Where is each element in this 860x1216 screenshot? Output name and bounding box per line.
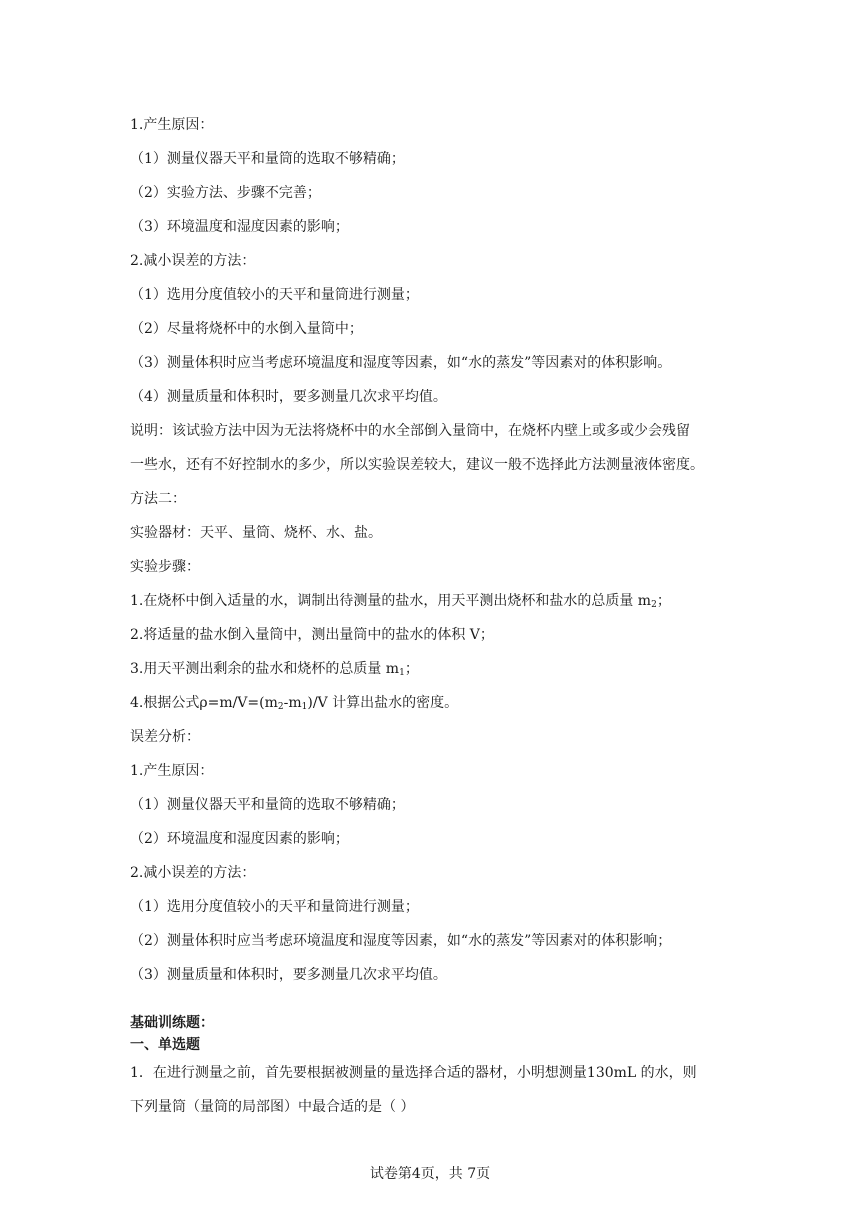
document-body bbox=[130, 108, 740, 1124]
text-line: （2）测量体积时应当考虑环境温度和湿度等因素，如“水的蒸发”等因素对的体积影响； bbox=[130, 933, 672, 949]
text-line: 方法二： bbox=[130, 491, 186, 507]
page-footer: 试卷第4页，共 7页 bbox=[369, 1166, 491, 1182]
step-1: 1.在烧杯中倒入适量的水，调制出待测量的盐水，用天平测出烧杯和盐水的总质量 $m_2$； bbox=[130, 593, 671, 610]
spacer bbox=[130, 992, 740, 1012]
step-2: 2.将适量的盐水倒入量筒中，测出量筒中的盐水的体积 V； bbox=[130, 627, 494, 643]
text-line: （1）选用分度值较小的天平和量筒进行测量； bbox=[130, 899, 419, 915]
text-line: 1.产生原因： bbox=[130, 117, 214, 133]
step-3: 3.用天平测出剩余的盐水和烧杯的总质量 $m_1$； bbox=[130, 661, 419, 678]
section-title: 基础训练题： bbox=[130, 1015, 214, 1031]
text-line: 一些水，还有不好控制水的多少，所以实验误差较大，建议一般不选择此方法测量液体密度。 bbox=[130, 457, 704, 473]
question-1-line-2: 下列量筒（量筒的局部图）中最合适的是（ ） bbox=[130, 1099, 415, 1115]
text-line: （1）测量仪器天平和量筒的选取不够精确； bbox=[130, 151, 405, 167]
text-line: （3）测量体积时应当考虑环境温度和湿度等因素，如“水的蒸发”等因素对的体积影响。 bbox=[130, 355, 672, 371]
text-line: （2）环境温度和湿度因素的影响； bbox=[130, 831, 349, 847]
text-line: （3）环境温度和湿度因素的影响； bbox=[130, 219, 349, 235]
text-line: （2）尽量将烧杯中的水倒入量筒中； bbox=[130, 321, 363, 337]
text-line: （4）测量质量和体积时，要多测量几次求平均值。 bbox=[130, 389, 447, 405]
section-subtitle: 一、单选题 bbox=[130, 1037, 200, 1053]
text-line: 2.减小误差的方法： bbox=[130, 253, 256, 269]
text-line: （3）测量质量和体积时，要多测量几次求平均值。 bbox=[130, 967, 447, 983]
text-line: 2.减小误差的方法： bbox=[130, 865, 256, 881]
text-line: 1.产生原因： bbox=[130, 763, 214, 779]
text-line: 说明：该试验方法中因为无法将烧杯中的水全部倒入量筒中，在烧杯内壁上或多或少会残留 bbox=[130, 423, 690, 439]
step-4: 4.根据公式$\rho=m/V=(m_2-m_1)/V$ 计算出盐水的密度。 bbox=[130, 695, 459, 712]
text-line: （1）选用分度值较小的天平和量筒进行测量； bbox=[130, 287, 419, 303]
text-line: （1）测量仪器天平和量筒的选取不够精确； bbox=[130, 797, 405, 813]
text-line: 误差分析： bbox=[130, 729, 200, 745]
text-line: 实验器材：天平、量筒、烧杯、水、盐。 bbox=[130, 525, 382, 541]
question-1-line-1: 1．在进行测量之前，首先要根据被测量的量选择合适的器材，小明想测量130mL 的水，则 bbox=[130, 1065, 697, 1081]
text-line: （2）实验方法、步骤不完善； bbox=[130, 185, 321, 201]
text-line: 实验步骤： bbox=[130, 559, 200, 575]
